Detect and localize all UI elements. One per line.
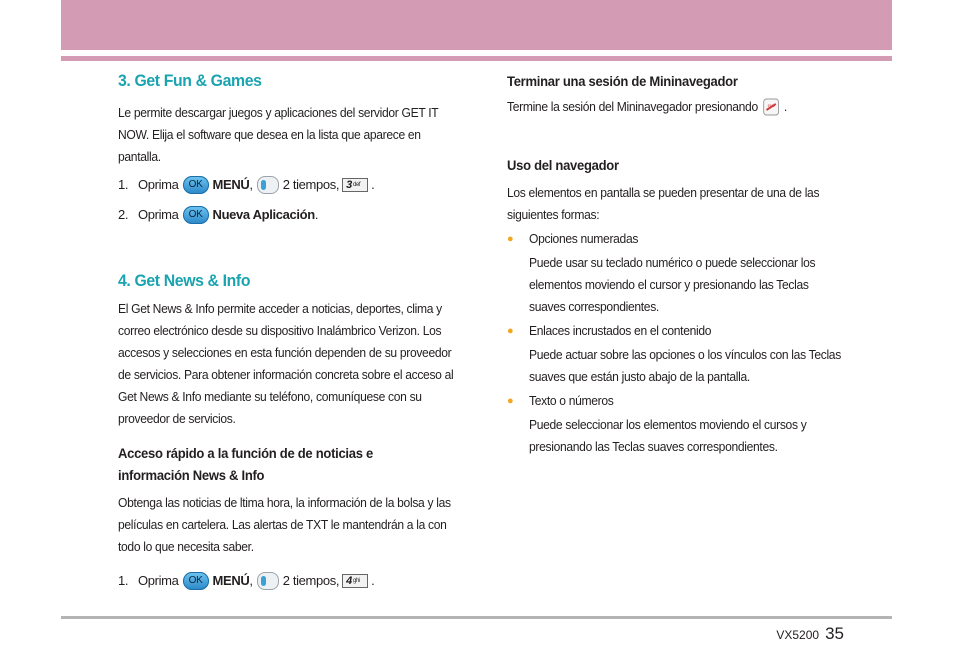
times-text: 2 tiempos, — [282, 573, 340, 588]
subhead-body: Obtenga las noticias de ltima hora, la información de la bolsa y las películas en cartelera. Las alertas de TXT le mantendrán a la con todo lo que necesita saber. — [118, 495, 451, 554]
bullet-label: Opciones numeradas — [529, 231, 639, 246]
menu-label: MENÚ — [212, 177, 250, 192]
period: . — [783, 99, 787, 114]
step-number: 1. — [118, 177, 129, 192]
bullet-label: Texto o números — [529, 393, 614, 408]
step-2-fun-games — [118, 204, 468, 226]
step-1-news-info — [118, 570, 468, 592]
right-column — [507, 70, 852, 458]
step-number: 2. — [118, 207, 129, 222]
menu-label: MENÚ — [212, 573, 250, 588]
section-body-news-info: El Get News & Info permite acceder a noticias, deportes, clima y correo electrónico desde su dispositivo Inalámbrico Verizon. Los accesos y selecciones en esta función dependen de su proveedor de servicios. Para obtener información concreta sobre el acceso al Get News & Info mediante su teléfono, comuníquese con su proveedor de servicios. — [118, 301, 454, 426]
end-key-icon — [762, 98, 781, 116]
left-column — [118, 70, 468, 592]
model-label: VX5200 — [776, 628, 820, 642]
key-4-icon: 4 ghi — [342, 574, 368, 588]
section-title-fun-games: 3. Get Fun & Games — [118, 71, 262, 90]
bullet-item — [507, 228, 852, 250]
nav-key-icon — [257, 572, 279, 590]
period: . — [371, 573, 375, 588]
bullet-item — [507, 390, 852, 412]
bullet-detail: Puede seleccionar los elementos moviendo el cursos y presionando las Teclas suaves correspondientes. — [529, 417, 807, 454]
section-title-news-info: 4. Get News & Info — [118, 271, 251, 290]
step-number: 1. — [118, 573, 129, 588]
step-text: Oprima — [138, 207, 179, 222]
svg-text:END: END — [767, 103, 775, 109]
ok-key-icon: OK — [183, 206, 209, 224]
bullet-detail: Puede actuar sobre las opciones o los vínculos con las Teclas suaves que están justo abajo de la pantalla. — [529, 347, 841, 384]
bullet-icon: ● — [507, 395, 514, 407]
end-session-text: Termine la sesión del Mininavegador presionando — [507, 99, 758, 114]
bullet-label: Enlaces incrustados en el contenido — [529, 323, 712, 338]
step-text: Oprima — [138, 177, 179, 192]
bullet-icon: ● — [507, 233, 514, 245]
times-text: 2 tiempos, — [282, 177, 340, 192]
footer-rule — [61, 616, 892, 619]
end-session-body — [507, 96, 828, 118]
ok-key-icon: OK — [183, 176, 209, 194]
bullet-icon: ● — [507, 325, 514, 337]
end-session-title: Terminar una sesión de Mininavegador — [507, 73, 738, 89]
browser-use-title: Uso del navegador — [507, 157, 619, 173]
browser-use-body: Los elementos en pantalla se pueden presentar de una de las siguientes formas: — [507, 185, 820, 222]
period: . — [314, 207, 319, 222]
ok-key-icon: OK — [183, 572, 209, 590]
section-body-fun-games: Le permite descargar juegos y aplicaciones del servidor GET IT NOW. Elija el software que desea en la lista que aparece en pantalla. — [118, 105, 439, 164]
header-band — [61, 0, 892, 50]
header-rule — [61, 56, 892, 61]
key-3-icon: 3 def — [342, 178, 368, 192]
step-text: Oprima — [138, 573, 179, 588]
new-app-label: Nueva Aplicación — [212, 207, 315, 222]
comma: , — [249, 177, 253, 192]
period: . — [371, 177, 375, 192]
page-footer — [776, 624, 844, 644]
comma: , — [249, 573, 253, 588]
page-number: 35 — [825, 624, 844, 643]
bullet-item — [507, 320, 852, 342]
step-1-fun-games — [118, 174, 468, 196]
subhead-quick-access: Acceso rápido a la función de de noticias e información News & Info — [118, 445, 373, 483]
bullet-detail: Puede usar su teclado numérico o puede seleccionar los elementos moviendo el cursor y presionando las Teclas suaves correspondientes. — [529, 255, 816, 314]
nav-key-icon — [257, 176, 279, 194]
